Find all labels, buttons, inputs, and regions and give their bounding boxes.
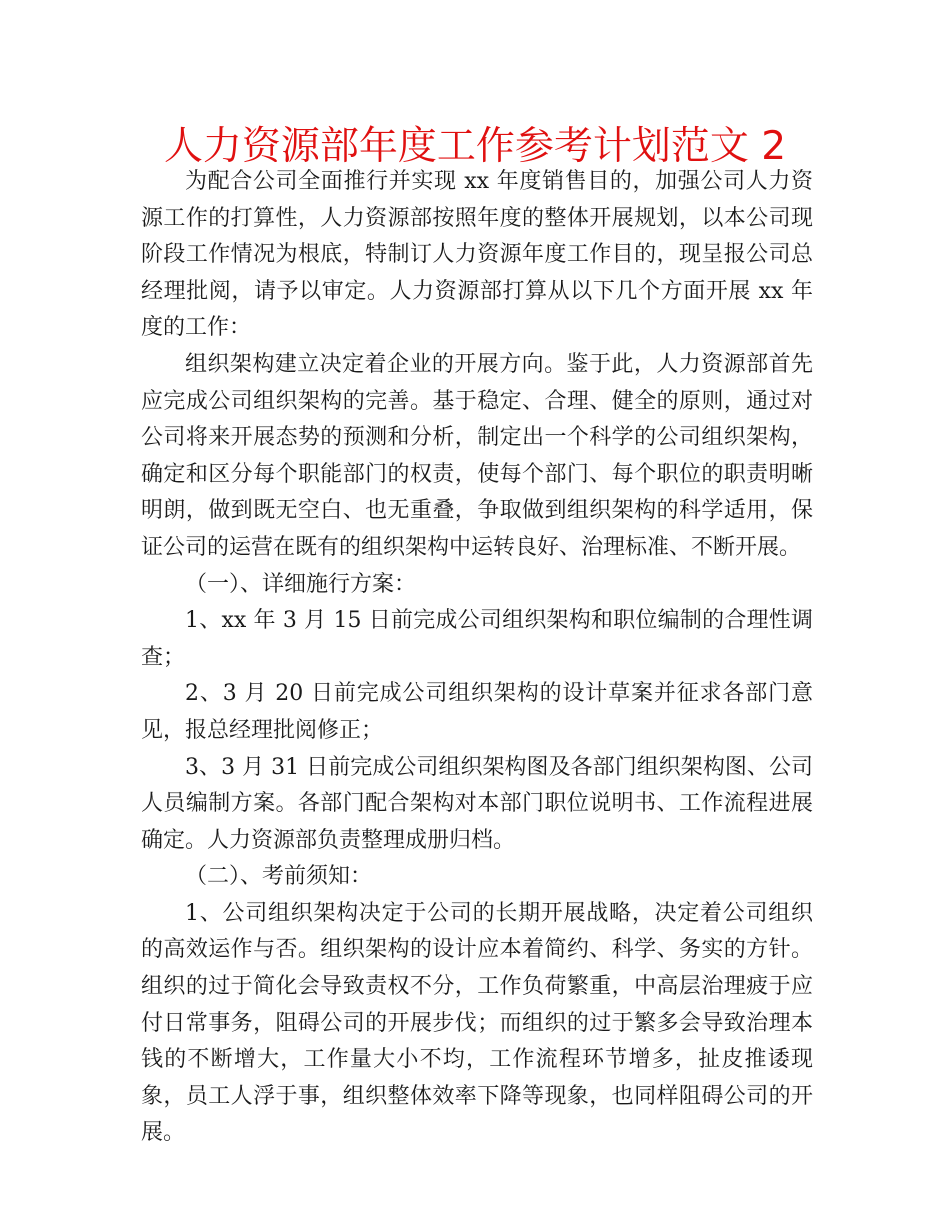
paragraph-intro: 为配合公司全面推行并实现 xx 年度销售目的，加强公司人力资源工作的打算性，人力资源部按照年度的整体开展规划，以本公司现阶段工作情况为根底，特制订人力资源年度工作目的，现呈报公司总经理批阅，请予以审定。人力资源部打算从以下几个方面开展 xx 年度的工作：	[141, 169, 813, 341]
paragraph-org-structure: 组织架构建立决定着企业的开展方向。鉴于此，人力资源部首先应完成公司组织架构的完善。基于稳定、合理、健全的原则，通过对公司将来开展态势的预测和分析，制定出一个科学的公司组织架构，确定和区分每个职能部门的权责，使每个部门、每个职位的职责明晰明朗，做到既无空白、也无重叠，争取做到组织架构的科学适用，保证公司的运营在既有的组织架构中运转良好、治理标准、不断开展。	[141, 351, 813, 560]
list-item-2: 2、3 月 20 日前完成公司组织架构的设计草案并征求各部门意见，报总经理批阅修正；	[141, 681, 813, 743]
section-heading-notes: （二）、考前须知：	[185, 864, 373, 890]
document-body	[141, 164, 813, 1152]
notes-item-1: 1、公司组织架构决定于公司的长期开展战略，决定着公司组织的高效运作与否。组织架构的设计应本着简约、科学、务实的方针。组织的过于简化会导致责权不分，工作负荷繁重，中高层治理疲于应付日常事务，阻碍公司的开展步伐；而组织的过于繁多会导致治理本钱的不断增大，工作量大小不均，工作流程环节增多，扯皮推诿现象，员工人浮于事，组织整体效率下降等现象，也同样阻碍公司的开展。	[141, 900, 813, 1146]
document-title: 人力资源部年度工作参考计划范文 2	[163, 124, 787, 169]
list-item-3: 3、3 月 31 日前完成公司组织架构图及各部门组织架构图、公司人员编制方案。各部门配合架构对本部门职位说明书、工作流程进展确定。人力资源部负责整理成册归档。	[141, 754, 813, 853]
section-heading-plan: （一）、详细施行方案：	[185, 571, 417, 597]
list-item-1: 1、xx 年 3 月 15 日前完成公司组织架构和职位编制的合理性调查；	[141, 608, 813, 670]
